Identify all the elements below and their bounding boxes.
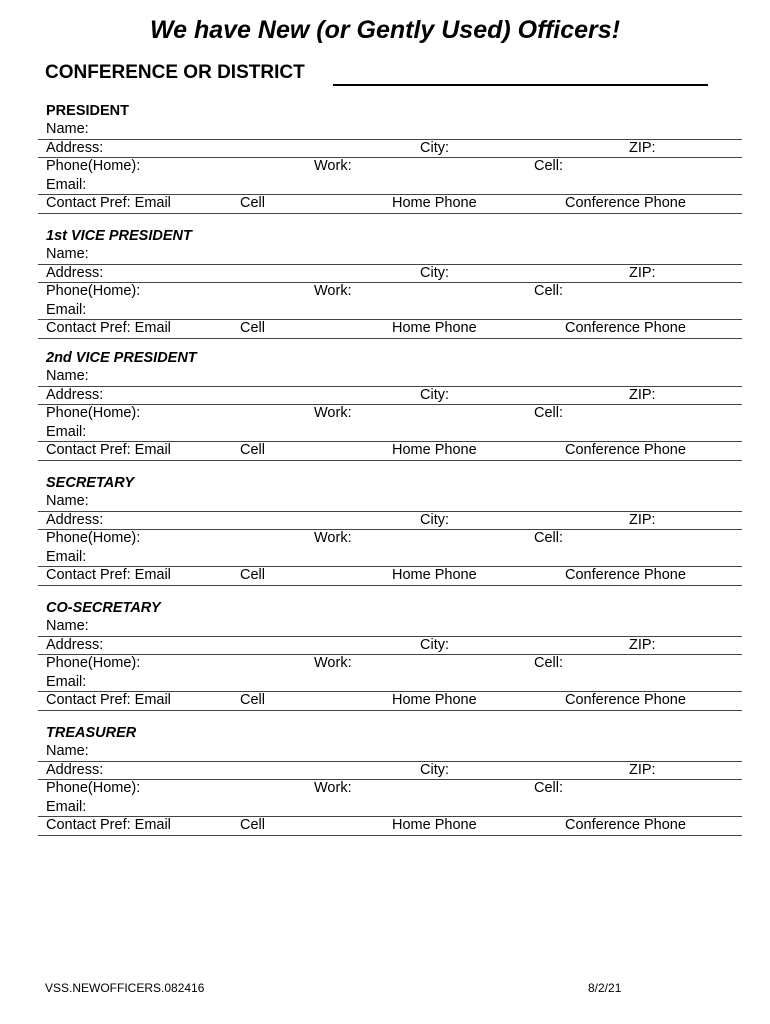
address-row[interactable] bbox=[38, 264, 742, 284]
name-label: Name: bbox=[46, 743, 89, 759]
zip-label: ZIP: bbox=[629, 139, 656, 156]
work-label: Work: bbox=[314, 405, 352, 421]
email-label: Email: bbox=[46, 176, 87, 193]
name-row[interactable] bbox=[38, 742, 742, 762]
contact-pref-conference-phone-option[interactable]: Conference Phone bbox=[565, 692, 686, 708]
contact-pref-cell-option[interactable]: Cell bbox=[240, 692, 265, 708]
name-label: Name: bbox=[46, 368, 89, 384]
contact-pref-home-phone-option[interactable]: Home Phone bbox=[392, 567, 477, 583]
section-heading: TREASURER bbox=[46, 725, 137, 741]
phone-row[interactable] bbox=[38, 779, 742, 798]
conference-input-line[interactable] bbox=[333, 84, 708, 86]
contact-pref-row[interactable] bbox=[38, 566, 742, 586]
city-label: City: bbox=[420, 511, 449, 528]
email-row[interactable] bbox=[38, 798, 742, 818]
contact-pref-row[interactable] bbox=[38, 816, 742, 836]
section-heading: CO-SECRETARY bbox=[46, 600, 161, 616]
name-label: Name: bbox=[46, 246, 89, 262]
officer-section bbox=[38, 474, 742, 586]
officer-section bbox=[38, 227, 742, 339]
email-label: Email: bbox=[46, 798, 87, 815]
zip-label: ZIP: bbox=[629, 636, 656, 653]
city-label: City: bbox=[420, 761, 449, 778]
cell-label: Cell: bbox=[534, 158, 564, 174]
work-label: Work: bbox=[314, 530, 352, 546]
section-heading: PRESIDENT bbox=[46, 103, 129, 119]
officer-section bbox=[38, 599, 742, 711]
name-row[interactable] bbox=[38, 492, 742, 512]
work-label: Work: bbox=[314, 158, 352, 174]
cell-label: Cell: bbox=[534, 405, 564, 421]
contact-pref-email-option[interactable]: Contact Pref: Email bbox=[46, 195, 171, 211]
address-label: Address: bbox=[46, 511, 104, 528]
address-row[interactable] bbox=[38, 386, 742, 406]
email-row[interactable] bbox=[38, 301, 742, 321]
phone-row[interactable] bbox=[38, 529, 742, 548]
email-row[interactable] bbox=[38, 176, 742, 196]
address-label: Address: bbox=[46, 264, 104, 281]
name-label: Name: bbox=[46, 121, 89, 137]
city-label: City: bbox=[420, 139, 449, 156]
contact-pref-home-phone-option[interactable]: Home Phone bbox=[392, 320, 477, 336]
conference-label: CONFERENCE OR DISTRICT bbox=[45, 62, 305, 83]
contact-pref-cell-option[interactable]: Cell bbox=[240, 567, 265, 583]
contact-pref-cell-option[interactable]: Cell bbox=[240, 320, 265, 336]
name-label: Name: bbox=[46, 618, 89, 634]
contact-pref-conference-phone-option[interactable]: Conference Phone bbox=[565, 320, 686, 336]
contact-pref-row[interactable] bbox=[38, 691, 742, 711]
city-label: City: bbox=[420, 386, 449, 403]
zip-label: ZIP: bbox=[629, 511, 656, 528]
contact-pref-conference-phone-option[interactable]: Conference Phone bbox=[565, 442, 686, 458]
name-row[interactable] bbox=[38, 617, 742, 637]
address-label: Address: bbox=[46, 636, 104, 653]
cell-label: Cell: bbox=[534, 283, 564, 299]
cell-label: Cell: bbox=[534, 655, 564, 671]
work-label: Work: bbox=[314, 283, 352, 299]
contact-pref-email-option[interactable]: Contact Pref: Email bbox=[46, 567, 171, 583]
email-label: Email: bbox=[46, 301, 87, 318]
work-label: Work: bbox=[314, 780, 352, 796]
cell-label: Cell: bbox=[534, 780, 564, 796]
work-label: Work: bbox=[314, 655, 352, 671]
section-heading: 1st VICE PRESIDENT bbox=[46, 228, 192, 244]
contact-pref-conference-phone-option[interactable]: Conference Phone bbox=[565, 195, 686, 211]
name-row[interactable] bbox=[38, 120, 742, 140]
phone-home-label: Phone(Home): bbox=[46, 158, 141, 174]
city-label: City: bbox=[420, 264, 449, 281]
name-row[interactable] bbox=[38, 367, 742, 387]
contact-pref-cell-option[interactable]: Cell bbox=[240, 195, 265, 211]
contact-pref-home-phone-option[interactable]: Home Phone bbox=[392, 442, 477, 458]
email-row[interactable] bbox=[38, 423, 742, 443]
contact-pref-home-phone-option[interactable]: Home Phone bbox=[392, 817, 477, 833]
phone-home-label: Phone(Home): bbox=[46, 780, 141, 796]
phone-home-label: Phone(Home): bbox=[46, 530, 141, 546]
contact-pref-email-option[interactable]: Contact Pref: Email bbox=[46, 692, 171, 708]
email-row[interactable] bbox=[38, 673, 742, 693]
section-heading: SECRETARY bbox=[46, 475, 135, 491]
zip-label: ZIP: bbox=[629, 761, 656, 778]
phone-home-label: Phone(Home): bbox=[46, 655, 141, 671]
address-label: Address: bbox=[46, 386, 104, 403]
section-heading: 2nd VICE PRESIDENT bbox=[46, 350, 197, 366]
officer-section bbox=[38, 724, 742, 836]
phone-row[interactable] bbox=[38, 404, 742, 423]
contact-pref-home-phone-option[interactable]: Home Phone bbox=[392, 195, 477, 211]
conference-row bbox=[45, 62, 715, 88]
contact-pref-row[interactable] bbox=[38, 194, 742, 214]
phone-row[interactable] bbox=[38, 157, 742, 176]
phone-row[interactable] bbox=[38, 654, 742, 673]
name-row[interactable] bbox=[38, 245, 742, 265]
address-label: Address: bbox=[46, 761, 104, 778]
zip-label: ZIP: bbox=[629, 386, 656, 403]
contact-pref-row[interactable] bbox=[38, 441, 742, 461]
officer-section bbox=[38, 102, 742, 214]
contact-pref-conference-phone-option[interactable]: Conference Phone bbox=[565, 567, 686, 583]
address-label: Address: bbox=[46, 139, 104, 156]
phone-home-label: Phone(Home): bbox=[46, 405, 141, 421]
contact-pref-conference-phone-option[interactable]: Conference Phone bbox=[565, 817, 686, 833]
cell-label: Cell: bbox=[534, 530, 564, 546]
contact-pref-email-option[interactable]: Contact Pref: Email bbox=[46, 442, 171, 458]
email-label: Email: bbox=[46, 548, 87, 565]
officer-section bbox=[38, 349, 742, 461]
contact-pref-row[interactable] bbox=[38, 319, 742, 339]
contact-pref-email-option[interactable]: Contact Pref: Email bbox=[46, 817, 171, 833]
contact-pref-email-option[interactable]: Contact Pref: Email bbox=[46, 320, 171, 336]
page-title: We have New (or Gently Used) Officers! bbox=[149, 16, 621, 44]
email-label: Email: bbox=[46, 423, 87, 440]
phone-home-label: Phone(Home): bbox=[46, 283, 141, 299]
footer-date: 8/2/21 bbox=[588, 981, 622, 995]
footer-doc-code: VSS.NEWOFFICERS.082416 bbox=[45, 981, 205, 995]
zip-label: ZIP: bbox=[629, 264, 656, 281]
city-label: City: bbox=[420, 636, 449, 653]
address-row[interactable] bbox=[38, 636, 742, 656]
phone-row[interactable] bbox=[38, 282, 742, 301]
email-row[interactable] bbox=[38, 548, 742, 568]
contact-pref-cell-option[interactable]: Cell bbox=[240, 442, 265, 458]
contact-pref-cell-option[interactable]: Cell bbox=[240, 817, 265, 833]
contact-pref-home-phone-option[interactable]: Home Phone bbox=[392, 692, 477, 708]
address-row[interactable] bbox=[38, 761, 742, 781]
email-label: Email: bbox=[46, 673, 87, 690]
address-row[interactable] bbox=[38, 511, 742, 531]
address-row[interactable] bbox=[38, 139, 742, 159]
name-label: Name: bbox=[46, 493, 89, 509]
